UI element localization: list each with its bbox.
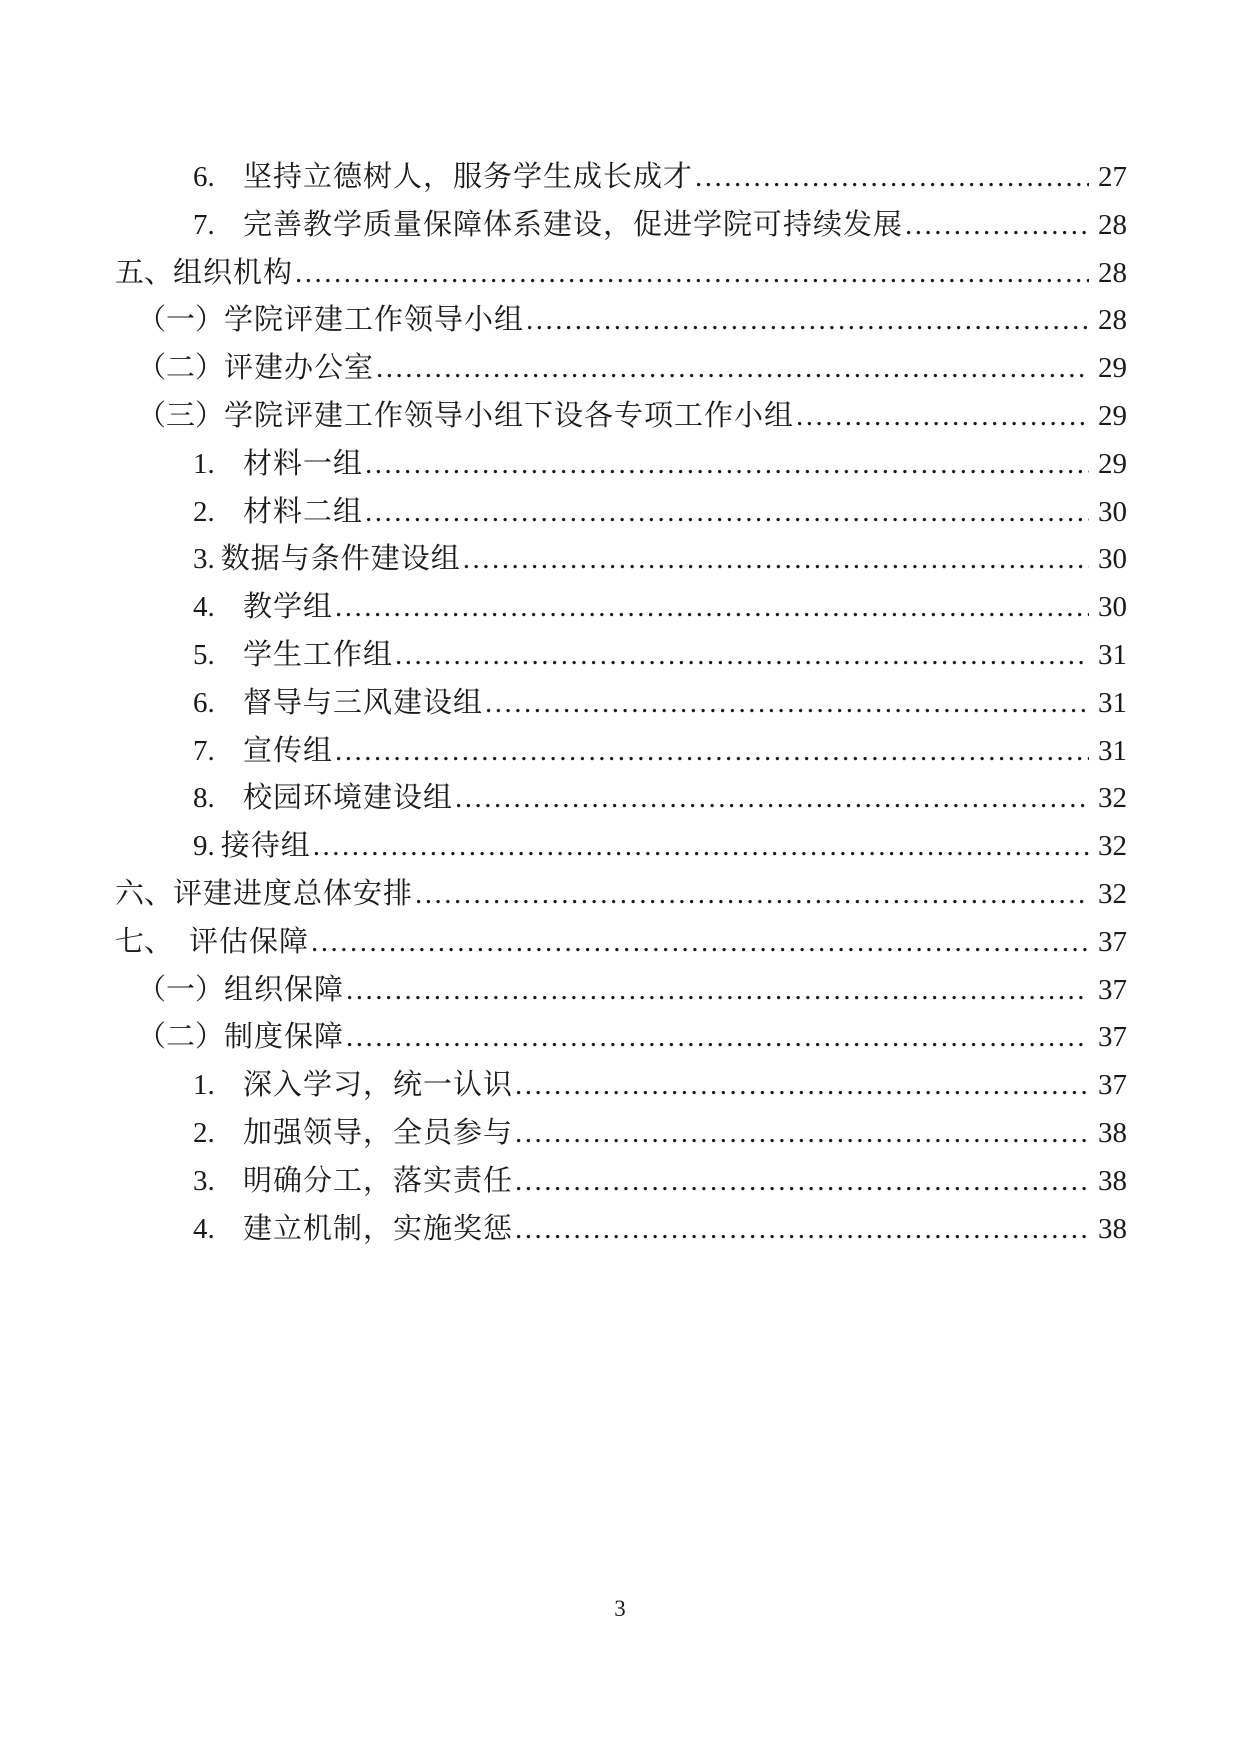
toc-entry-title: 深入学习，统一认识	[243, 1069, 514, 1102]
toc-entry-number: （一）	[137, 973, 225, 1006]
toc-leader-dots	[346, 1021, 1089, 1054]
toc-entry-title: 评估保障	[189, 925, 310, 958]
toc-entry-title: 材料一组	[243, 447, 364, 480]
toc-entry	[115, 1206, 1127, 1254]
toc-entry	[115, 1014, 1127, 1062]
toc-entry	[115, 775, 1127, 823]
toc-entry-number: 1.	[193, 1069, 215, 1102]
toc-leader-dots	[365, 448, 1089, 481]
toc-entry-number: 3.	[193, 1164, 215, 1197]
toc-entry-number: 8.	[193, 782, 215, 815]
toc-entry-number: 6.	[193, 686, 215, 719]
toc-entry-title: 宣传组	[243, 734, 334, 767]
toc-entry-title: 督导与三风建设组	[243, 686, 484, 719]
toc-entry-number: （三）	[137, 399, 225, 432]
toc-leader-dots	[395, 639, 1089, 672]
toc-entry-page: 31	[1098, 638, 1127, 671]
toc-entry-title: 组织机构	[173, 256, 294, 289]
toc-entry	[115, 1158, 1127, 1206]
toc-entry-title: 组织保障	[224, 973, 345, 1006]
toc-entry-number: 五、	[115, 256, 174, 289]
toc-leader-dots	[365, 496, 1089, 529]
toc-entry-number: 4.	[193, 591, 215, 624]
toc-entry-number: 2.	[193, 495, 215, 528]
toc-list	[115, 154, 1127, 1253]
toc-leader-dots	[515, 1165, 1089, 1198]
toc-entry	[115, 919, 1127, 967]
toc-entry-page: 31	[1098, 734, 1127, 767]
toc-entry	[115, 1062, 1127, 1110]
toc-entry-title: 坚持立德树人，服务学生成长成才	[243, 161, 694, 193]
toc-entry-page: 37	[1098, 1069, 1127, 1102]
toc-entry-number: （一）	[137, 304, 225, 337]
toc-entry-number: 5.	[193, 638, 215, 671]
toc-leader-dots	[526, 304, 1089, 337]
toc-entry	[115, 154, 1127, 202]
toc-entry	[115, 680, 1127, 728]
toc-entry-number: 7.	[193, 734, 215, 767]
toc-entry-number: 9.	[193, 830, 215, 863]
toc-entry	[115, 345, 1127, 393]
toc-leader-dots	[463, 543, 1089, 576]
toc-entry-title: 学院评建工作领导小组	[224, 304, 525, 337]
toc-entry	[115, 250, 1127, 298]
toc-entry-page: 38	[1098, 1164, 1127, 1197]
page-footer-number: 3	[614, 1596, 626, 1621]
toc-entry-title: 学生工作组	[243, 638, 394, 671]
toc-leader-dots	[335, 735, 1089, 768]
toc-entry	[115, 823, 1127, 871]
toc-leader-dots	[415, 878, 1089, 911]
toc-leader-dots	[313, 830, 1089, 863]
toc-entry-number: （二）	[137, 1021, 225, 1054]
toc-entry-number: 6.	[193, 161, 215, 193]
toc-entry-number: （二）	[137, 352, 225, 385]
toc-entry	[115, 871, 1127, 919]
toc-entry-title: 材料二组	[243, 495, 364, 528]
toc-entry-title: 校园环境建设组	[243, 782, 454, 815]
toc-entry-page: 30	[1098, 591, 1127, 624]
toc-leader-dots	[515, 1117, 1089, 1150]
toc-entry-title: 评建办公室	[224, 352, 375, 385]
toc-entry-title: 建立机制，实施奖惩	[243, 1212, 514, 1245]
toc-entry-page: 29	[1098, 399, 1127, 432]
toc-leader-dots	[515, 1069, 1089, 1102]
toc-leader-dots	[695, 161, 1089, 194]
toc-entry	[115, 584, 1127, 632]
toc-leader-dots	[295, 257, 1089, 290]
toc-entry-page: 29	[1098, 352, 1127, 385]
toc-entry-title: 明确分工，落实责任	[243, 1164, 514, 1197]
toc-entry-page: 37	[1098, 1021, 1127, 1054]
toc-entry-title: 接待组	[220, 830, 311, 863]
toc-entry-page: 28	[1098, 304, 1127, 337]
toc-entry-page: 32	[1098, 877, 1127, 910]
toc-leader-dots	[346, 974, 1089, 1007]
toc-leader-dots	[796, 400, 1089, 433]
toc-entry-page: 38	[1098, 1116, 1127, 1149]
toc-leader-dots	[905, 209, 1089, 242]
toc-entry	[115, 297, 1127, 345]
toc-entry-page: 38	[1098, 1212, 1127, 1245]
toc-leader-dots	[455, 782, 1089, 815]
toc-entry	[115, 967, 1127, 1015]
toc-entry	[115, 202, 1127, 250]
toc-entry-page: 37	[1098, 973, 1127, 1006]
toc-entry-page: 29	[1098, 447, 1127, 480]
toc-entry	[115, 393, 1127, 441]
toc-entry-number: 1.	[193, 447, 215, 480]
toc-entry-number: 3.	[193, 543, 215, 576]
toc-leader-dots	[515, 1213, 1089, 1246]
toc-entry-title: 完善教学质量保障体系建设，促进学院可持续发展	[243, 208, 904, 241]
toc-entry	[115, 441, 1127, 489]
toc-entry-title: 加强领导，全员参与	[243, 1116, 514, 1149]
toc-entry	[115, 728, 1127, 776]
toc-entry-page: 30	[1098, 495, 1127, 528]
toc-entry-page: 28	[1098, 256, 1127, 289]
toc-leader-dots	[335, 591, 1089, 624]
toc-entry-page: 30	[1098, 543, 1127, 576]
toc-entry-title: 教学组	[243, 591, 334, 624]
toc-entry-number: 7.	[193, 208, 215, 241]
toc-entry-title: 评建进度总体安排	[173, 877, 414, 910]
toc-leader-dots	[485, 687, 1089, 720]
toc-entry-page: 27	[1098, 161, 1127, 193]
toc-entry	[115, 1110, 1127, 1158]
toc-entry-page: 28	[1098, 208, 1127, 241]
toc-entry-page: 37	[1098, 925, 1127, 958]
toc-leader-dots	[311, 926, 1089, 959]
toc-entry-title: 制度保障	[224, 1021, 345, 1054]
toc-entry-number: 六、	[115, 877, 174, 910]
toc-leader-dots	[376, 352, 1089, 385]
toc-entry	[115, 632, 1127, 680]
toc-entry-page: 31	[1098, 686, 1127, 719]
toc-entry	[115, 536, 1127, 584]
toc-entry-title: 数据与条件建设组	[220, 543, 461, 576]
toc-entry-number: 4.	[193, 1212, 215, 1245]
toc-entry-title: 学院评建工作领导小组下设各专项工作小组	[224, 399, 795, 432]
toc-entry-page: 32	[1098, 782, 1127, 815]
toc-entry-number: 七、	[115, 925, 174, 958]
toc-entry-page: 32	[1098, 830, 1127, 863]
toc-entry	[115, 489, 1127, 537]
toc-entry-number: 2.	[193, 1116, 215, 1149]
